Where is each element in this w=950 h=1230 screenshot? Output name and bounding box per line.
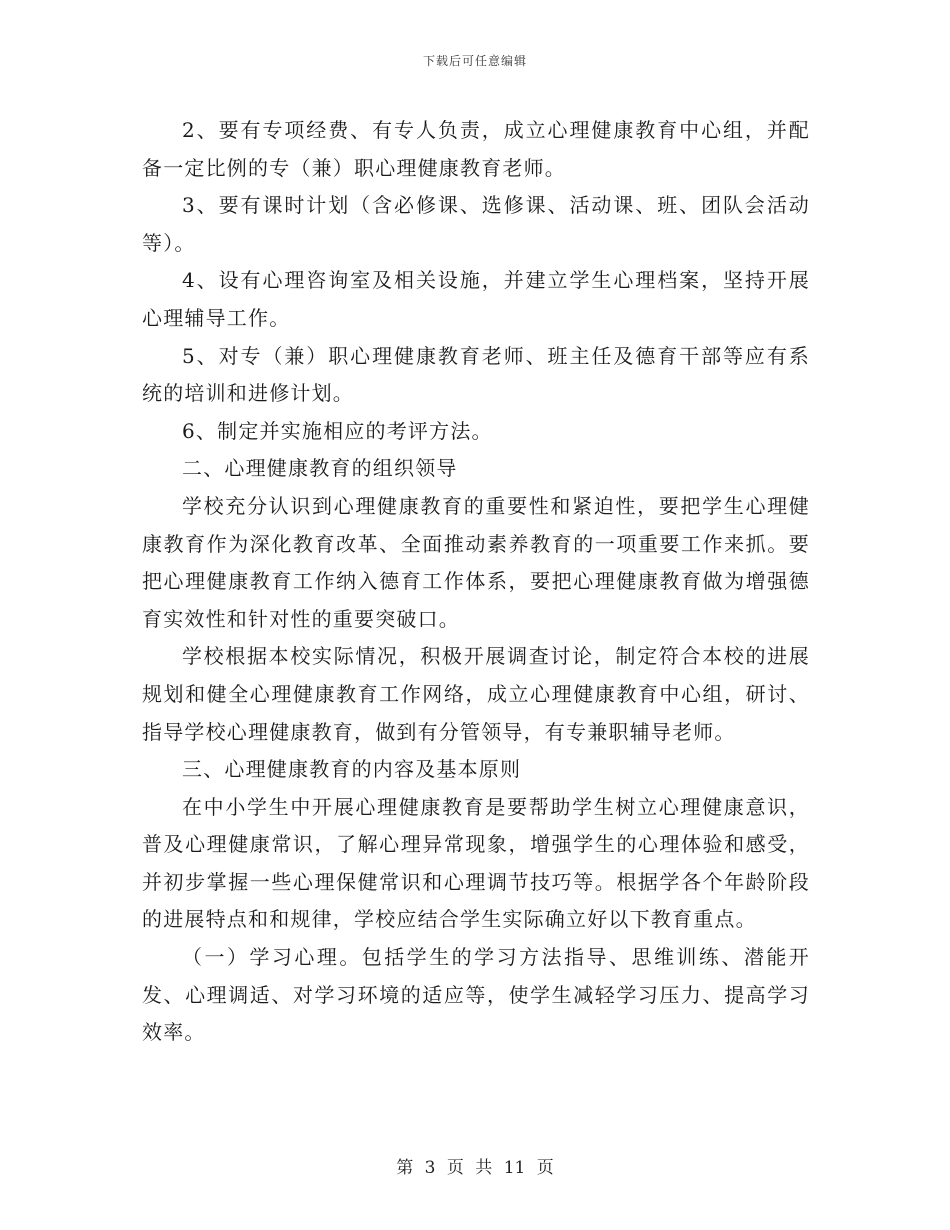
paragraph-organization: 学校充分认识到心理健康教育的重要性和紧迫性，要把学生心理健康教育作为深化教育改革、全面推动素养教育的一项重要工作来抓。要把心理健康教育工作纳入德育工作体系，要把心理健康教育做为增强德育实效性和针对性的重要突破口。 bbox=[142, 493, 810, 631]
paragraph-item-5: 5、对专（兼）职心理健康教育老师、班主任及德育干部等应有系统的培训和进修计划。 bbox=[142, 343, 810, 406]
page-header: 下载后可任意编辑 bbox=[422, 54, 527, 68]
paragraph-content: 在中小学生中开展心理健康教育是要帮助学生树立心理健康意识，普及心理健康常识，了解心理异常现象，增强学生的心理体验和感受，并初步掌握一些心理保健常识和心理调节技巧等。根据学各个年龄阶段的进展特点和和规律，学校应结合学生实际确立好以下教育重点。 bbox=[142, 794, 810, 932]
paragraph-study-psychology: （一）学习心理。包括学生的学习方法指导、思维训练、潜能开发、心理调适、对学习环境的适应等，使学生减轻学习压力、提高学习效率。 bbox=[142, 945, 810, 1045]
paragraph-item-2: 2、要有专项经费、有专人负责，成立心理健康教育中心组，并配备一定比例的专（兼）职心理健康教育老师。 bbox=[142, 118, 810, 180]
paragraph-item-3: 3、要有课时计划（含必修课、选修课、活动课、班、团队会活动等）。 bbox=[142, 193, 810, 255]
paragraph-item-4: 4、设有心理咨询室及相关设施，并建立学生心理档案，坚持开展心理辅导工作。 bbox=[142, 268, 810, 330]
paragraph-item-6: 6、制定并实施相应的考评方法。 bbox=[182, 418, 493, 443]
section-heading-3: 三、心理健康教育的内容及基本原则 bbox=[182, 757, 522, 782]
section-heading-2: 二、心理健康教育的组织领导 bbox=[182, 456, 458, 481]
document-body bbox=[142, 112, 810, 1052]
page-footer: 第 3 页 共 11 页 bbox=[396, 1158, 554, 1178]
paragraph-planning: 学校根据本校实际情况，积极开展调查讨论，制定符合本校的进展规划和健全心理健康教育工作网络，成立心理健康教育中心组，研讨、指导学校心理健康教育，做到有分管领导，有专兼职辅导老师。 bbox=[142, 644, 810, 744]
